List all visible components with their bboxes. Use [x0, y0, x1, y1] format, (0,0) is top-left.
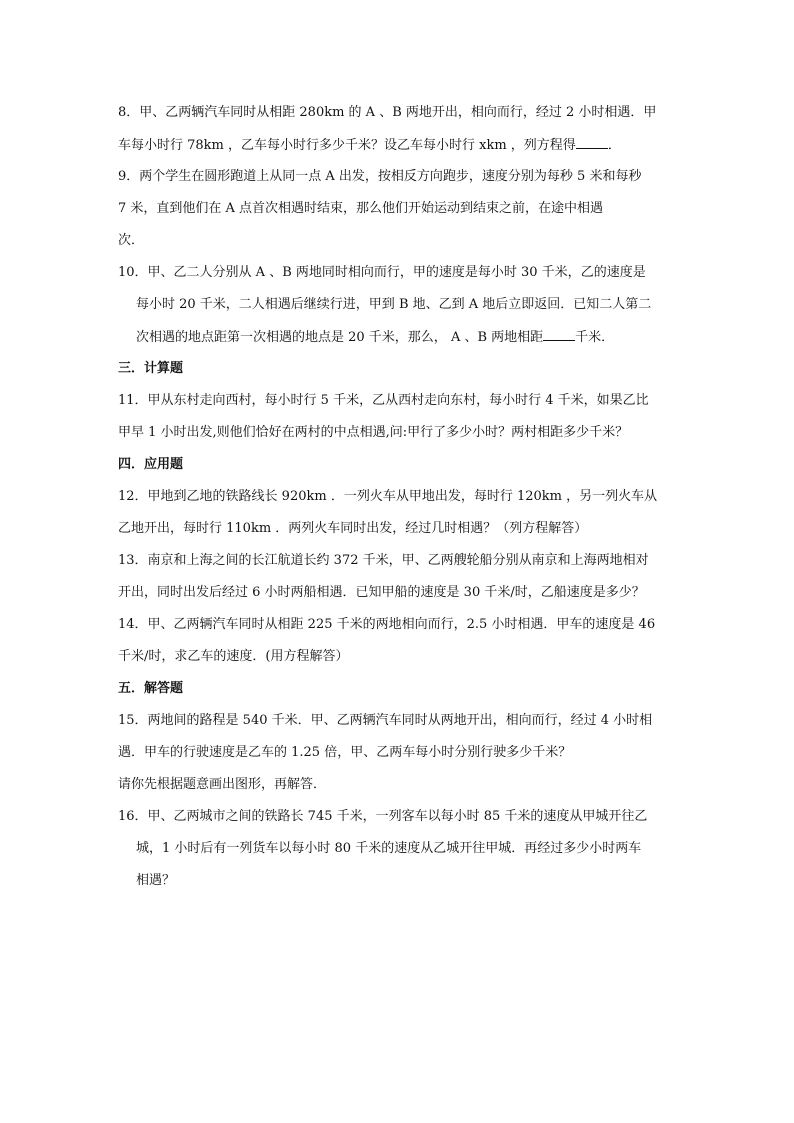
- q14-line2: 千米/时，求乙车的速度．(用方程解答）: [118, 649, 349, 664]
- q11-line1: 11．甲从东村走向西村，每小时行 5 千米，乙从西村走向东村，每小时行 4 千米，如果乙比: [118, 393, 649, 408]
- q10-end: 千米．: [575, 330, 615, 345]
- answer-blank: [576, 136, 608, 149]
- q8-line2: [118, 136, 621, 155]
- q15-line3: 请你先根据题意画出图形，再解答．: [118, 777, 327, 792]
- q16-line1: 16．甲、乙两城市之间的铁路长 745 千米，一列客车以每小时 85 千米的速度从甲城开往乙: [118, 809, 648, 824]
- q16-line3: 相遇？: [136, 873, 176, 888]
- q10-text: 次相遇的地点距第一次相遇的地点是 20 千米，那么， A 、B 两地相距: [136, 330, 544, 345]
- section-heading-application: 四．应用题: [118, 457, 184, 472]
- q13-line1: 13．南京和上海之间的长江航道长约 372 千米，甲、乙两艘轮船分别从南京和上海两地相对: [118, 553, 649, 568]
- section-heading-calculation: 三．计算题: [118, 361, 184, 376]
- q12-line1: 12．甲地到乙地的铁路线长 920km ．一列火车从甲地出发，每时行 120km ，另一列火车从: [118, 489, 658, 504]
- q10-line1: 10．甲、乙二人分别从 A 、B 两地同时相向而行，甲的速度是每小时 30 千米，乙的速度是: [118, 265, 646, 280]
- q10-line3: [136, 328, 614, 347]
- q15-line1: 15．两地间的路程是 540 千米．甲、乙两辆汽车同时从两地开出，相向而行，经过 4 小时相: [118, 713, 653, 728]
- q13-line2: 开出，同时出发后经过 6 小时两船相遇．已知甲船的速度是 30 千米/时，乙船速度是多少？: [118, 585, 645, 600]
- answer-blank: [543, 328, 575, 341]
- q10-line2: 每小时 20 千米，二人相遇后继续行进，甲到 B 地、乙到 A 地后立即返回．已知二人第二: [136, 297, 652, 312]
- q8-line1: 8．甲、乙两辆汽车同时从相距 280km 的 A 、B 两地开出，相向而行，经过 2 小时相遇．甲: [118, 105, 657, 120]
- q16-line2: 城，1 小时后有一列货车以每小时 80 千米的速度从乙城开往甲城．再经过多少小时两车: [136, 841, 642, 856]
- q12-line2: 乙地开出，每时行 110km ．两列火车同时出发，经过几时相遇？（列方程解答）: [118, 521, 588, 536]
- q9-line2: 7 米，直到他们在 A 点首次相遇时结束，那么他们开始运动到结束之前，在途中相遇: [118, 201, 604, 216]
- q8-end: ．: [607, 138, 621, 153]
- q15-line2: 遇．甲车的行驶速度是乙车的 1.25 倍，甲、乙两车每小时分别行驶多少千米？: [118, 745, 572, 760]
- q14-line1: 14．甲、乙两辆汽车同时从相距 225 千米的两地相向而行，2.5 小时相遇．甲车的速度是 46: [118, 617, 656, 632]
- q9-line3: 次．: [118, 233, 145, 248]
- q11-line2: 甲早 1 小时出发,则他们恰好在两村的中点相遇,问:甲行了多少小时？两村相距多少千米？: [118, 425, 629, 440]
- q9-line1: 9．两个学生在圆形跑道上从同一点 A 出发，按相反方向跑步，速度分别为每秒 5 米和每秒: [118, 169, 642, 184]
- section-heading-answer: 五．解答题: [118, 681, 184, 696]
- q8-text: 车每小时行 78km ，乙车每小时行多少千米？设乙车每小时行 xkm ，列方程得: [118, 138, 576, 153]
